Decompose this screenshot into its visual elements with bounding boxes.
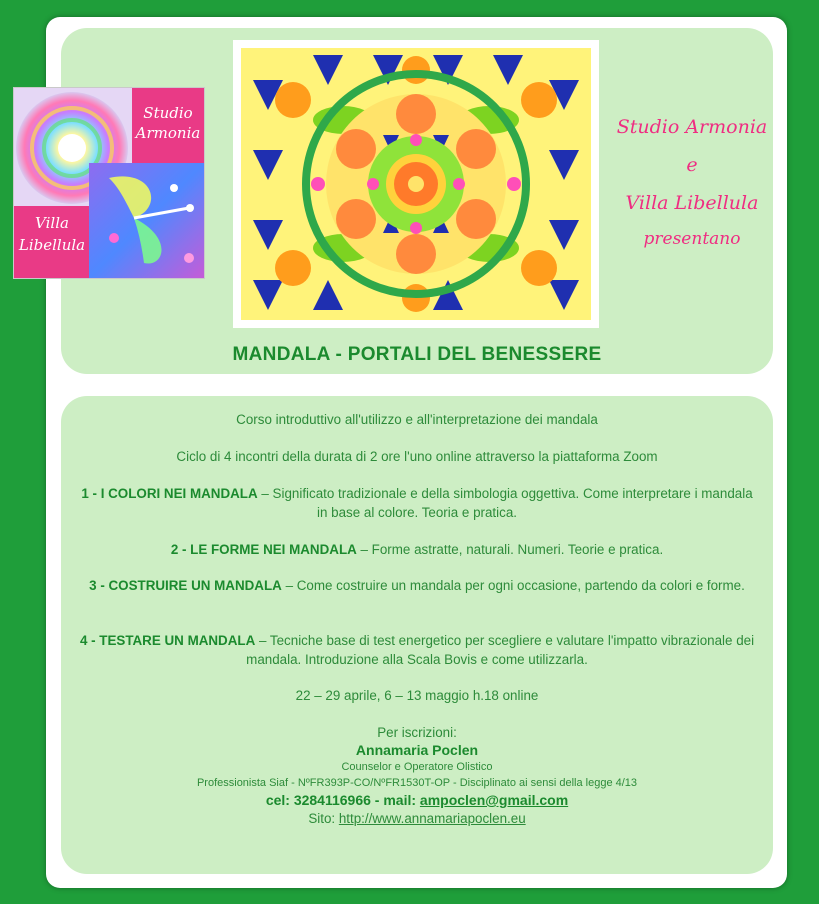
presenter-line-1: Studio Armonia bbox=[616, 116, 768, 138]
phone-text: cel: 3284116966 - mail: bbox=[265, 792, 420, 808]
studio-logo bbox=[13, 87, 205, 279]
module-3 bbox=[76, 576, 758, 595]
logo-armonia-text: Armonia bbox=[135, 124, 201, 142]
email-link[interactable]: ampoclen@gmail.com bbox=[419, 792, 569, 808]
mandala-image bbox=[233, 40, 599, 328]
contact-phone-email bbox=[76, 791, 758, 810]
event-title: MANDALA - PORTALI DEL BENESSERE bbox=[232, 344, 602, 365]
module-1-title: 1 - I COLORI NEI MANDALA bbox=[81, 486, 258, 501]
presenter-line-2: e bbox=[686, 154, 698, 176]
presenter-line-4: presentano bbox=[643, 229, 741, 249]
contact-label: Per iscrizioni: bbox=[377, 725, 457, 740]
logo-villa-text: Villa bbox=[35, 214, 69, 232]
module-1 bbox=[76, 484, 758, 522]
contact-site bbox=[76, 809, 758, 828]
logo-studio-text: Studio bbox=[143, 104, 193, 122]
contact-credentials: Professionista Siaf - NºFR393P-CO/NºFR1530T-OP - Disciplinato ai sensi della legge 4/13 bbox=[196, 777, 638, 789]
mandala-graphic bbox=[233, 40, 599, 328]
cycle-text: Ciclo di 4 incontri della durata di 2 ore l'uno online attraverso la piattaforma Zoom bbox=[176, 449, 658, 464]
logo-graphic bbox=[14, 88, 204, 278]
module-2-text: – Forme astratte, naturali. Numeri. Teorie e pratica. bbox=[356, 542, 664, 557]
dates-text: 22 – 29 aprile, 6 – 13 maggio h.18 online bbox=[295, 688, 539, 703]
module-2-title: 2 - LE FORME NEI MANDALA bbox=[170, 542, 357, 557]
module-4-title: 4 - TESTARE UN MANDALA bbox=[79, 633, 256, 648]
module-3-text: – Come costruire un mandala per ogni occasione, partendo da colori e forme. bbox=[281, 578, 745, 593]
contact-name: Annamaria Poclen bbox=[355, 742, 479, 758]
module-4 bbox=[76, 631, 758, 669]
logo-libellula-text: Libellula bbox=[18, 236, 86, 254]
contact-role: Counselor e Operatore Olistico bbox=[341, 761, 493, 773]
site-link[interactable]: http://www.annamariapoclen.eu bbox=[338, 811, 526, 826]
presenter-line-3: Villa Libellula bbox=[625, 192, 759, 214]
intro-text: Corso introduttivo all'utilizzo e all'interpretazione dei mandala bbox=[236, 412, 598, 427]
site-label: Sito: bbox=[308, 811, 339, 826]
module-1-text: – Significato tradizionale e della simbologia oggettiva. Come interpretare i mandala in base al colore. Teoria e pratica. bbox=[257, 486, 753, 520]
module-4-text: – Tecniche base di test energetico per scegliere e valutare l'impatto vibrazionale dei mandala. Introduzione alla Scala Bovis e come utilizzarla. bbox=[246, 633, 755, 667]
module-2 bbox=[76, 540, 758, 559]
module-3-title: 3 - COSTRUIRE UN MANDALA bbox=[89, 578, 282, 593]
